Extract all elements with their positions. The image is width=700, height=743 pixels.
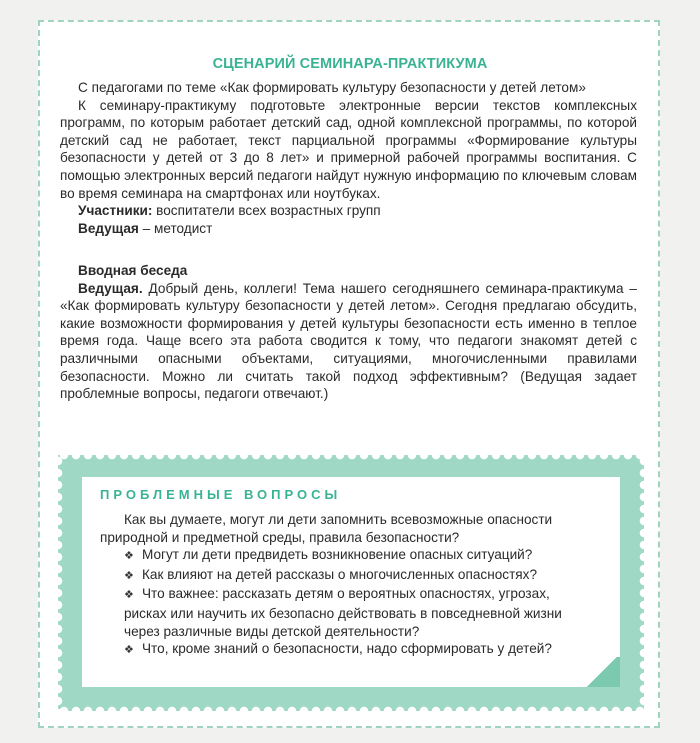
section-heading [60, 262, 637, 280]
questions-list [100, 511, 592, 660]
stamp-edge-top [58, 455, 644, 463]
participants-label: Участники: [78, 203, 153, 219]
topic-line: С педагогами по теме «Как формировать культуру безопасности у детей летом» [78, 80, 586, 95]
question-item [100, 546, 592, 566]
diamond-bullet-icon: ❖ [124, 644, 134, 657]
participants-value: воспитатели всех возрастных групп [152, 203, 381, 219]
problem-questions-box [58, 455, 644, 711]
question-text: Что, кроме знаний о безопасности, надо сформировать у детей? [142, 641, 552, 657]
diamond-bullet-icon: ❖ [124, 569, 134, 582]
diamond-bullet-icon: ❖ [124, 589, 134, 602]
diamond-bullet-icon: ❖ [124, 550, 134, 563]
question-text: Как влияют на детей рассказы о многочисленных опасностях? [142, 566, 538, 582]
question-text: Могут ли дети предвидеть возникновение опасных ситуаций? [142, 547, 533, 563]
intro-conversation [60, 262, 637, 403]
question-item [100, 566, 592, 586]
stamp-edge-bottom [58, 703, 644, 711]
speech-text: Добрый день, коллеги! Тема нашего сегодняшнего семинара-практикума – «Как формировать культуру безопасности у детей летом». Сегодня предлагаю обсудить, какие возможности формирования у детей культуры безопасности есть именно в теплое время года. Чаще всего эта работа сводится к тому, что педагоги знакомят детей с различными опасными объектами, ситуациями, многочисленными правилами безопасности. Можно ли считать такой подход эффективным? (Ведущая задает проблемные вопросы, педагоги отвечают.) [60, 280, 637, 402]
stamp-edge-left [58, 455, 66, 711]
preparation-paragraph: К семинару-практикуму подготовьте электронные версии текстов комплексных программ, по которым работает детский сад, одной комплексной программы, по которой детский сад не работает, текст парциальной программы «Формирование культуры безопасности у детей от 3 до 8 лет» и примерной рабочей программы воспитания. С помощью электронных версий педагоги найдут нужную информацию по ключевым словам во время семинара на смартфонах или ноутбуках. [60, 97, 637, 201]
speaker-label: Ведущая. [78, 280, 143, 296]
lead-line [60, 220, 637, 238]
question-intro: Как вы думаете, могут ли дети запомнить всевозможные опасности природной и предметной среды, правила безопасности? [100, 512, 553, 545]
questions-title: ПРОБЛЕМНЫЕ ВОПРОСЫ [100, 487, 342, 502]
page-fold-icon [584, 657, 620, 687]
question-item [100, 585, 592, 640]
intro-heading: Вводная беседа [78, 263, 188, 278]
question-item [100, 640, 592, 660]
speech-paragraph [60, 280, 637, 403]
questions-card [82, 477, 620, 687]
page-title: СЦЕНАРИЙ СЕМИНАРА-ПРАКТИКУМА [212, 56, 488, 72]
seminar-intro [60, 79, 637, 237]
lead-value: – методист [138, 220, 213, 236]
participants-line [60, 202, 637, 220]
question-text: Что важнее: рассказать детям о вероятных опасностях, угрозах, рисках или научить их безопасно действовать в повседневной жизни через различные виды детской деятельности? [124, 586, 562, 639]
lead-label: Ведущая [78, 220, 139, 236]
stamp-edge-right [636, 455, 644, 711]
